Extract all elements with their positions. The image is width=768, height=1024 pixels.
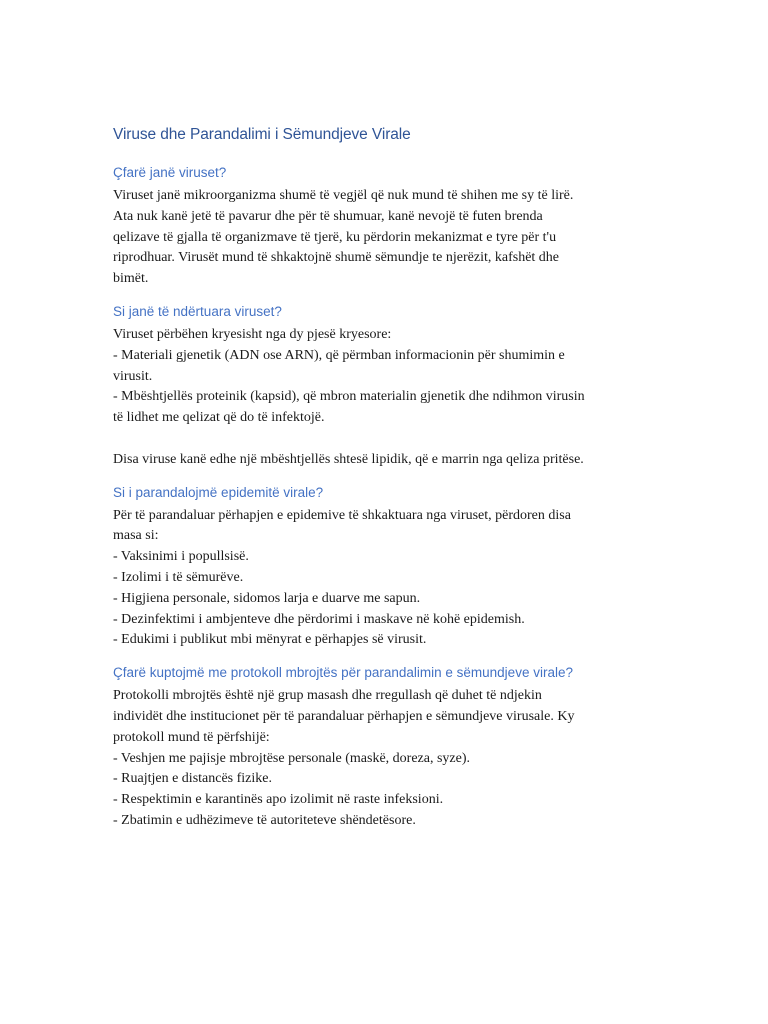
document-page [113, 124, 658, 832]
section-body-protective-protocol [113, 686, 658, 832]
section-heading-virus-structure: Si janë të ndërtuara viruset? [113, 303, 282, 319]
section-heading-prevent-epidemics: Si i parandalojmë epidemitë virale? [113, 484, 324, 500]
list-item: - Dezinfektimi i ambjenteve dhe përdorimi i maskave në kohë epidemish. [113, 611, 525, 627]
section-heading-protective-protocol: Çfarë kuptojmë me protokoll mbrojtës për parandalimin e sëmundjeve virale? [113, 665, 573, 681]
text-line: riprodhuar. Virusët mund të shkaktojnë shumë sëmundje te njerëzit, kafshët dhe [113, 250, 560, 266]
list-item: - Izolimi i të sëmurëve. [113, 569, 244, 585]
list-item: - Vaksinimi i popullsisë. [113, 549, 249, 565]
section-body-virus-structure [113, 325, 658, 471]
text-line: individët dhe institucionet për të parandaluar përhapjen e sëmundjeve virusale. Ky [113, 708, 575, 724]
list-item: - Respektimin e karantinës apo izolimit në raste infeksioni. [113, 792, 444, 808]
list-item: - Veshjen me pajisje mbrojtëse personale (maskë, doreza, syze). [113, 750, 470, 766]
list-item: - Materiali gjenetik (ADN ose ARN), që përmban informacionin për shumimin e [113, 347, 565, 363]
list-item: - Higjiena personale, sidomos larja e duarve me sapun. [113, 590, 421, 606]
text-line: masa si: [113, 528, 159, 544]
text-line: Protokolli mbrojtës është një grup masash dhe rregullash që duhet të ndjekin [113, 688, 542, 704]
document-title: Viruse dhe Parandalimi i Sëmundjeve Virale [113, 126, 411, 143]
text-line: protokoll mund të përfshijë: [113, 729, 270, 745]
section-body-what-are-viruses [113, 186, 658, 290]
text-line: Disa viruse kanë edhe një mbështjellës shtesë lipidik, që e marrin nga qeliza pritëse. [113, 451, 584, 467]
text-line: virusit. [113, 368, 153, 384]
list-item: - Edukimi i publikut mbi mënyrat e përhapjes së virusit. [113, 632, 427, 648]
blank-line [113, 429, 658, 450]
list-item: - Mbështjellës proteinik (kapsid), që mbron materialin gjenetik dhe ndihmon virusin [113, 389, 585, 405]
text-line: Ata nuk kanë jetë të pavarur dhe për të shumuar, kanë nevojë të futen brenda [113, 208, 543, 224]
text-line: Për të parandaluar përhapjen e epidemive të shkaktuara nga viruset, përdoren disa [113, 507, 571, 523]
section-body-prevent-epidemics [113, 506, 658, 652]
text-line: Viruset përbëhen kryesisht nga dy pjesë kryesore: [113, 326, 392, 342]
section-heading-what-are-viruses: Çfarë janë viruset? [113, 165, 227, 180]
text-line: qelizave të gjalla të organizmave të tjerë, ku përdorin mekanizmat e tyre për t'u [113, 229, 557, 245]
text-line: bimët. [113, 271, 149, 287]
list-item: - Ruajtjen e distancës fizike. [113, 771, 272, 787]
list-item: - Zbatimin e udhëzimeve të autoriteteve shëndetësore. [113, 812, 416, 828]
text-line: të lidhet me qelizat që do të infektojë. [113, 410, 325, 426]
text-line: Viruset janë mikroorganizma shumë të vegjël që nuk mund të shihen me sy të lirë. [113, 188, 574, 203]
